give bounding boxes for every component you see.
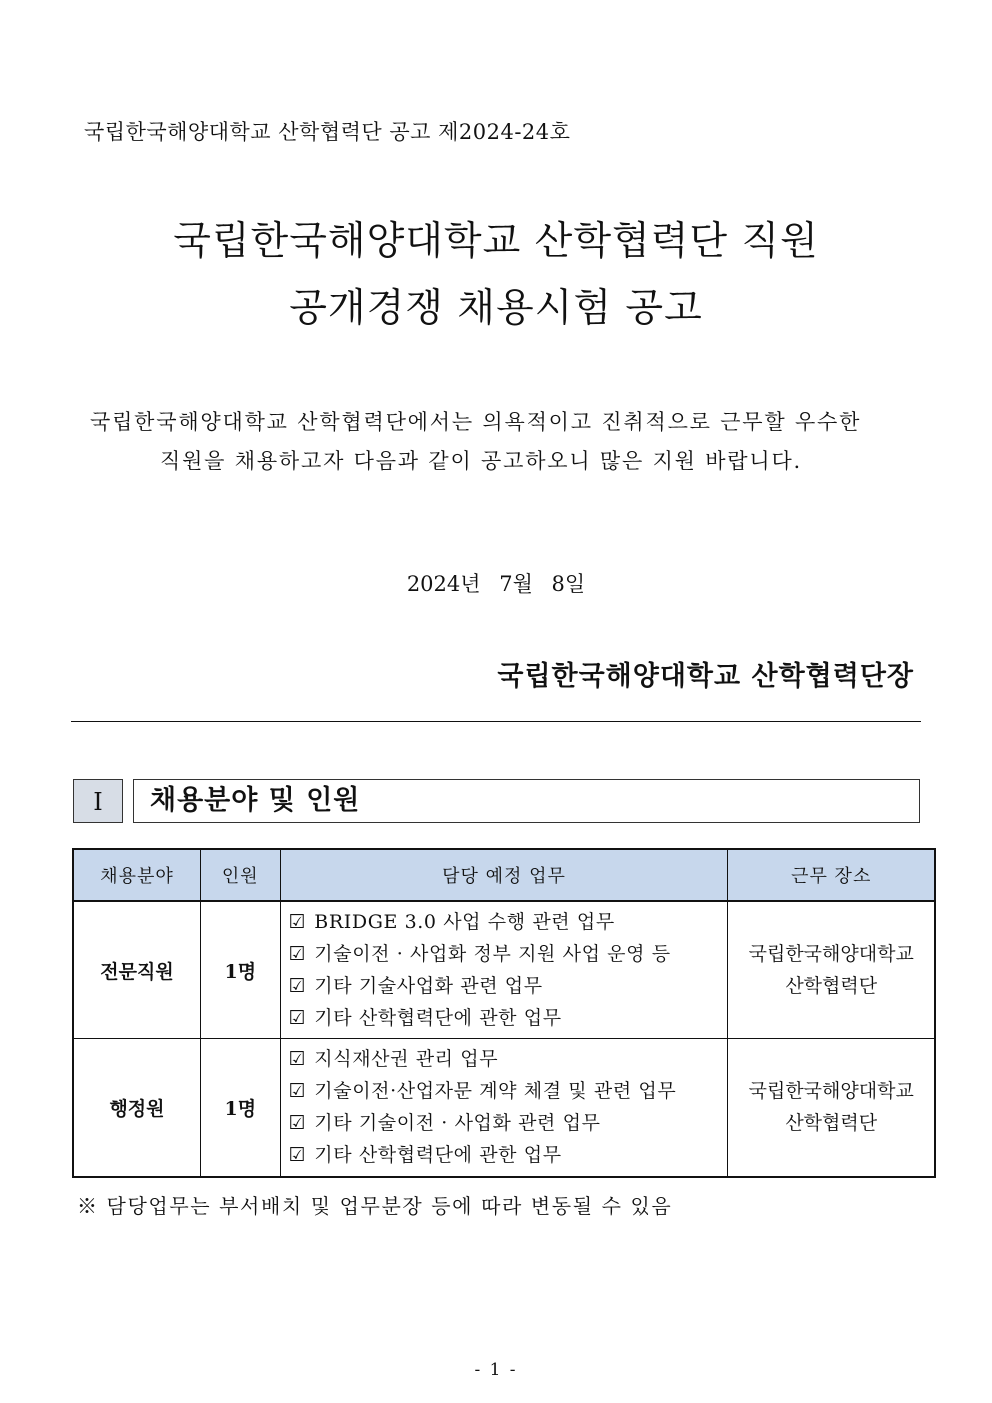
intro-line2: 직원을 채용하고자 다음과 같이 공고하오니 많은 지원 바랍니다. <box>160 449 803 473</box>
tasks-cell <box>280 1039 728 1177</box>
footnote: ※ 담당업무는 부서배치 및 업무분장 등에 따라 변동될 수 있음 <box>77 1194 673 1218</box>
checkbox-icon: ☑ <box>288 1048 307 1071</box>
task-text: 기타 산학협력단에 관한 업무 <box>314 1144 562 1167</box>
task-item <box>289 938 720 970</box>
signer: 국립한국해양대학교 산학협력단장 <box>497 661 914 692</box>
location-cell <box>728 901 935 1039</box>
header-count: 인원 <box>200 849 280 901</box>
task-text: 기술이전 · 사업화 정부 지원 사업 운영 등 <box>314 943 671 965</box>
task-text: BRIDGE 3.0 사업 수행 관련 업무 <box>314 911 615 933</box>
location-cell <box>728 1039 935 1177</box>
table-row <box>73 1039 935 1177</box>
recruitment-table <box>72 848 936 1178</box>
field-cell: 전문직원 <box>73 901 200 1039</box>
count-cell: 1명 <box>200 901 280 1039</box>
page-number: - 1 - <box>474 1360 518 1380</box>
task-item <box>289 970 720 1002</box>
task-item <box>289 1139 720 1171</box>
checkbox-icon: ☑ <box>288 1007 307 1029</box>
field-cell: 행정원 <box>73 1039 200 1177</box>
location-line2: 산학협력단 <box>785 1112 878 1135</box>
task-item <box>289 906 720 938</box>
page-title-line2: 공개경쟁 채용시험 공고 <box>289 286 703 331</box>
checkbox-icon: ☑ <box>288 1144 307 1167</box>
location-line1: 국립한국해양대학교 <box>748 1080 914 1103</box>
intro-line1: 국립한국해양대학교 산학협력단에서는 의욕적이고 진취적으로 근무할 우수한 <box>90 410 862 434</box>
announcement-date: 2024년 7월 8일 <box>406 572 586 596</box>
checkbox-icon: ☑ <box>288 1112 307 1135</box>
task-item <box>289 1043 720 1075</box>
checkbox-icon: ☑ <box>288 975 307 997</box>
checkbox-icon: ☑ <box>288 911 307 933</box>
task-text: 기타 기술이전 · 사업화 관련 업무 <box>314 1112 601 1135</box>
header-tasks: 담당 예정 업무 <box>280 849 728 901</box>
section-number: Ⅰ <box>73 779 123 823</box>
count-cell: 1명 <box>200 1039 280 1177</box>
notice-number: 국립한국해양대학교 산학협력단 공고 제2024-24호 <box>84 120 571 144</box>
task-text: 기술이전·산업자문 계약 체결 및 관련 업무 <box>314 1080 677 1103</box>
divider <box>71 721 921 722</box>
checkbox-icon: ☑ <box>288 1080 307 1103</box>
checkbox-icon: ☑ <box>288 943 307 965</box>
page-title-line1: 국립한국해양대학교 산학협력단 직원 <box>173 219 819 264</box>
location-line2: 산학협력단 <box>785 975 878 997</box>
task-text: 기타 기술사업화 관련 업무 <box>314 975 543 997</box>
location-line1: 국립한국해양대학교 <box>748 943 914 965</box>
tasks-cell <box>280 901 728 1039</box>
header-location: 근무 장소 <box>728 849 935 901</box>
task-item <box>289 1107 720 1139</box>
section-title: 채용분야 및 인원 <box>133 779 920 823</box>
table-row <box>73 901 935 1039</box>
task-item <box>289 1075 720 1107</box>
header-field: 채용분야 <box>73 849 200 901</box>
task-text: 지식재산권 관리 업무 <box>314 1048 499 1071</box>
task-item <box>289 1002 720 1034</box>
table-header-row <box>73 849 935 901</box>
task-text: 기타 산학협력단에 관한 업무 <box>314 1007 562 1029</box>
